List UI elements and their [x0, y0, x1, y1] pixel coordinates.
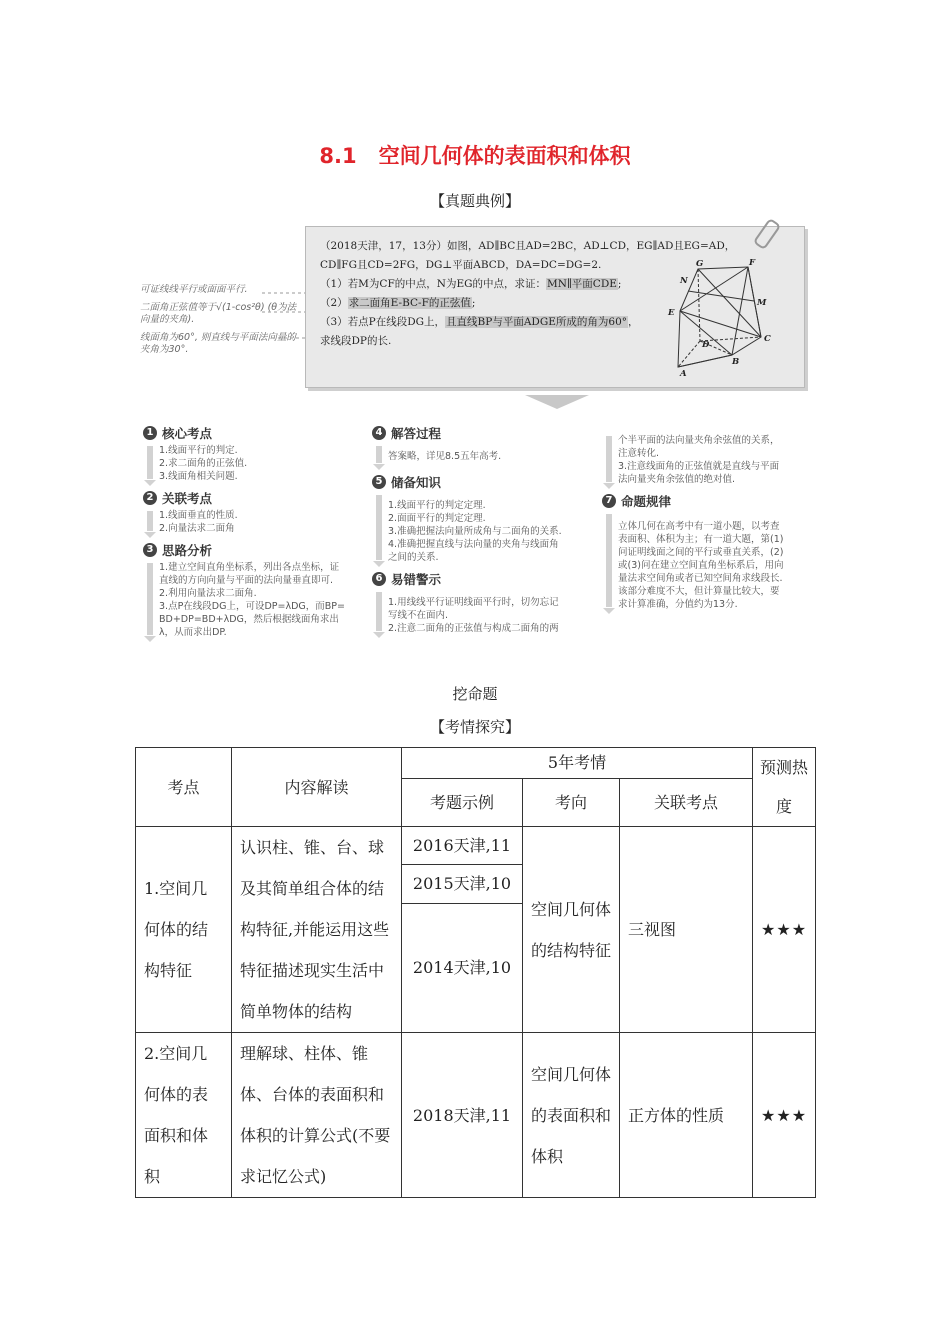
badge-1-icon: 1 [143, 426, 157, 440]
analysis-column-3 [602, 432, 817, 617]
row1-neirong: 认识柱、锥、台、球及其简单组合体的结构特征,并能运用这些特征描述现实生活中简单物体的结构 [232, 827, 402, 1033]
problem-q2: （2）求二面角E-BC-F的正弦值; [320, 297, 476, 309]
note-1: 可证线线平行或面面平行. [140, 284, 248, 295]
row1-example-3: 2014天津,10 [402, 903, 523, 1032]
section-core-title: 1 核心考点 [143, 424, 368, 442]
problem-q1: （1）若M为CF的中点，N为EG的中点，求证：MN∥平面CDE; [320, 278, 622, 290]
section-rules-title: 7 命题规律 [602, 492, 817, 510]
label-F: F [749, 258, 756, 268]
analysis-column-2 [372, 424, 597, 641]
row1-example-1: 2016天津,11 [402, 827, 523, 865]
problem-q4: 求线段DP的长. [320, 335, 392, 347]
note-2: 二面角正弦值等于√(1-cos²θ) (θ为法向量的夹角). [140, 302, 297, 325]
section-solution-title: 4 解答过程 [372, 424, 597, 442]
section-warning-continued: 个半平面的法向量夹角余弦值的关系， 注意转化. 3.注意线面角的正弦值就是直线与平面 法向量夹角余弦值的绝对值. [602, 434, 817, 486]
section-core-body: 1.线面平行的判定. 2.求二面角的正弦值. 3.线面角相关问题. [143, 444, 368, 483]
header-xiang: 考向 [523, 779, 620, 827]
section-thinking-title: 3 思路分析 [143, 541, 368, 559]
problem-card [305, 226, 805, 388]
label-N: N [680, 276, 688, 286]
section-thinking-body: 1.建立空间直角坐标系，列出各点坐标，证 直线的方向向量与平面的法向量垂直即可. 2.利用向量法求二面角. 3.点P在线段DG上，可设DP=λDG，而BP= BD+DP=BD+λDG，然后根据线面角求出 λ，从而求出DP. [143, 561, 368, 639]
heading-wa-mingti: 挖命题 [452, 685, 498, 703]
header-yuce: 预测热度 [753, 748, 816, 827]
row2-kaodian: 2.空间几何体的表面积和体积 [136, 1033, 232, 1198]
exam-info-table [135, 747, 816, 1198]
section-related-title: 2 关联考点 [143, 489, 368, 507]
section-rules-body: 立体几何在高考中有一道小题，以考查 表面积、体积为主；有一道大题，第(1) 问证明线面之间的平行或垂直关系，(2) 或(3)问在建立空间直角坐标系后，用向 量法求空间角或者已知空间角求线段长. 该部分难度不大，但计算量比较大，要 求计算准确，分值约为13分. [602, 512, 817, 611]
header-neirong: 内容解读 [232, 748, 402, 827]
badge-2-icon: 2 [143, 491, 157, 505]
header-kaodian: 考点 [136, 748, 232, 827]
row1-example-2: 2015天津,10 [402, 865, 523, 903]
section-warning-title: 6 易错警示 [372, 570, 597, 588]
subheading-examples: 【真题典例】 [429, 192, 520, 210]
header-five-years: 5年考情 [402, 748, 753, 779]
card-pointer [525, 395, 589, 409]
problem-q3: （3）若点P在线段DG上，且直线BP与平面ADGE所成的角为60°， [320, 316, 639, 328]
row1-guanlian: 三视图 [620, 827, 753, 1033]
label-M: M [757, 298, 767, 308]
section-warning-body: 1.用线线平行证明线面平行时，切勿忘记 写线不在面内. 2.注意二面角的正弦值与构成二面角的两 [372, 590, 597, 635]
badge-3-icon: 3 [143, 543, 157, 557]
problem-line-1: （2018天津，17，13分）如图，AD∥BC且AD=2BC，AD⊥CD，EG∥AD且EG=AD， [320, 240, 736, 252]
subheading-kaoqing: 【考情探究】 [429, 718, 520, 736]
header-example: 考题示例 [402, 779, 523, 827]
section-knowledge-body: 1.线面平行的判定定理. 2.面面平行的判定定理. 3.准确把握法向量所成角与二面角的关系. 4.准确把握直线与法向量的夹角与线面角 之间的关系. [372, 493, 597, 564]
problem-text [320, 237, 736, 351]
row2-neirong: 理解球、柱体、锥体、台体的表面积和体积的计算公式(不要求记忆公式) [232, 1033, 402, 1198]
badge-4-icon: 4 [372, 426, 386, 440]
row1-xiang: 空间几何体的结构特征 [523, 827, 620, 1033]
section-solution-body: 答案略，详见8.5五年高考. [372, 444, 597, 467]
highlight-q3: 且直线BP与平面ADGE所成的角为60° [446, 316, 628, 328]
row2-stars: ★★★ [753, 1033, 816, 1198]
analysis-column-1 [143, 424, 368, 645]
label-B: B [732, 357, 740, 367]
label-A: A [680, 369, 687, 379]
row2-guanlian: 正方体的性质 [620, 1033, 753, 1198]
note-3: 线面角为60°, 则直线与平面法向量的夹角为30°. [140, 332, 296, 355]
header-guanlian: 关联考点 [620, 779, 753, 827]
section-number: 8.1 [319, 144, 357, 168]
section-knowledge-title: 5 储备知识 [372, 473, 597, 491]
label-C: C [764, 334, 771, 344]
badge-6-icon: 6 [372, 572, 386, 586]
highlight-q2: 求二面角E-BC-F的正弦值 [348, 297, 471, 309]
label-E: E [668, 308, 675, 318]
row2-xiang: 空间几何体的表面积和体积 [523, 1033, 620, 1198]
row1-kaodian: 1.空间几何体的结构特征 [136, 827, 232, 1033]
row1-stars: ★★★ [753, 827, 816, 1033]
section-related-body: 1.线面垂直的性质. 2.向量法求二面角 [143, 509, 368, 535]
highlight-q1: MN∥平面CDE [547, 278, 617, 290]
problem-line-2: CD∥FG且CD=2FG，DG⊥平面ABCD，DA=DC=DG=2. [320, 259, 602, 271]
geometry-figure [666, 255, 796, 385]
badge-7-icon: 7 [602, 494, 616, 508]
row2-example: 2018天津,11 [402, 1033, 523, 1198]
label-D: D [702, 340, 710, 350]
badge-5-icon: 5 [372, 475, 386, 489]
section-title: 空间几何体的表面积和体积 [378, 144, 631, 168]
label-G: G [696, 259, 704, 269]
